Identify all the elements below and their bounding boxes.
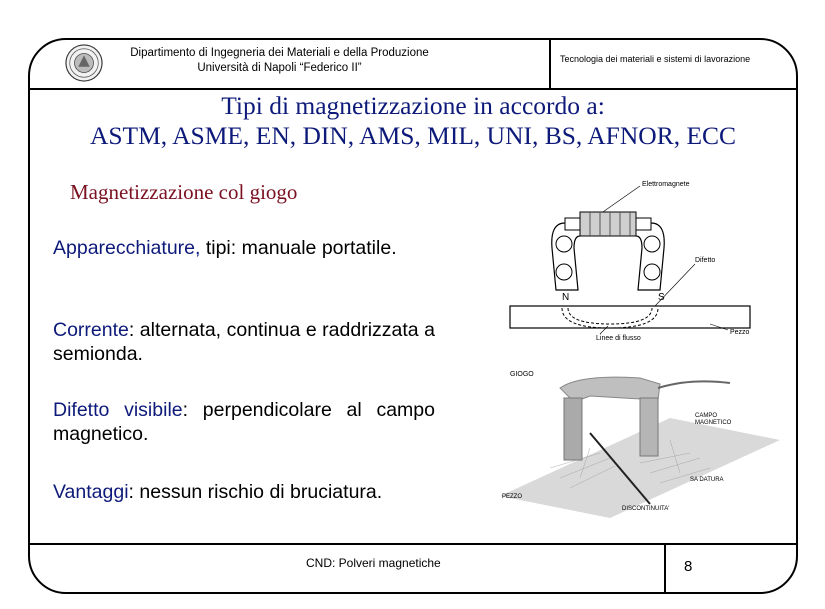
paragraph-vantaggi	[53, 480, 435, 504]
label-linee-di-flusso: Linee di flusso	[596, 335, 641, 342]
paragraph-difetto	[53, 398, 435, 446]
title-line-2: ASTM, ASME, EN, DIN, AMS, MIL, UNI, BS, AFNOR, ECC	[89, 121, 737, 150]
slide-title	[28, 91, 798, 151]
yoke-photo	[500, 371, 780, 518]
department-header	[112, 46, 447, 76]
header-divider	[28, 88, 798, 90]
university-seal-icon	[65, 44, 103, 82]
paragraph-corrente	[53, 318, 435, 366]
paragraph-label: Corrente	[53, 319, 129, 341]
label-n: N	[562, 292, 570, 303]
paragraph-label: Apparecchiature,	[53, 237, 201, 259]
label-s: S	[658, 292, 665, 303]
paragraph-label: Difetto visibile	[53, 399, 183, 421]
paragraph-apparecchiature	[53, 236, 435, 260]
paragraph-label: Vantaggi	[53, 481, 129, 503]
label-pezzo: Pezzo	[730, 329, 750, 336]
department-line-1: Dipartimento di Ingegneria dei Materiali e della Produzione	[130, 47, 429, 59]
label-difetto: Difetto	[695, 257, 716, 264]
course-name: Tecnologia dei materiali e sistemi di lavorazione	[560, 54, 751, 64]
footer-separator	[664, 543, 666, 594]
section-subtitle: Magnetizzazione col giogo	[70, 180, 298, 204]
label-pezzo-bottom: PEZZO	[502, 494, 523, 500]
label-elettromagnete: Elettromagnete	[642, 181, 690, 188]
paragraph-text: : perpendicolare al campo magnetico.	[53, 399, 435, 445]
header-separator	[549, 38, 551, 89]
label-giogo: GIOGO	[510, 371, 534, 378]
label-saldatura: SA DATURA	[690, 477, 724, 483]
yoke-schematic	[510, 181, 750, 342]
footer-label: CND: Polveri magnetiche	[306, 556, 441, 570]
paragraph-text: : nessun rischio di bruciatura.	[128, 481, 383, 503]
page-number: 8	[684, 558, 693, 575]
label-campo: CAMPO	[695, 413, 718, 419]
label-discontinuita: DISCONTINUITA'	[622, 506, 670, 512]
paragraph-text: tipi: manuale portatile.	[200, 237, 397, 259]
yoke-illustration	[490, 178, 780, 518]
label-magnetico: MAGNETICO	[695, 420, 732, 426]
footer-divider	[28, 543, 798, 545]
title-line-1: Tipi di magnetizzazione in accordo a:	[221, 91, 605, 120]
paragraph-text: : alternata, continua e raddrizzata a semionda.	[53, 319, 435, 365]
department-line-2: Università di Napoli “Federico II”	[197, 62, 362, 74]
